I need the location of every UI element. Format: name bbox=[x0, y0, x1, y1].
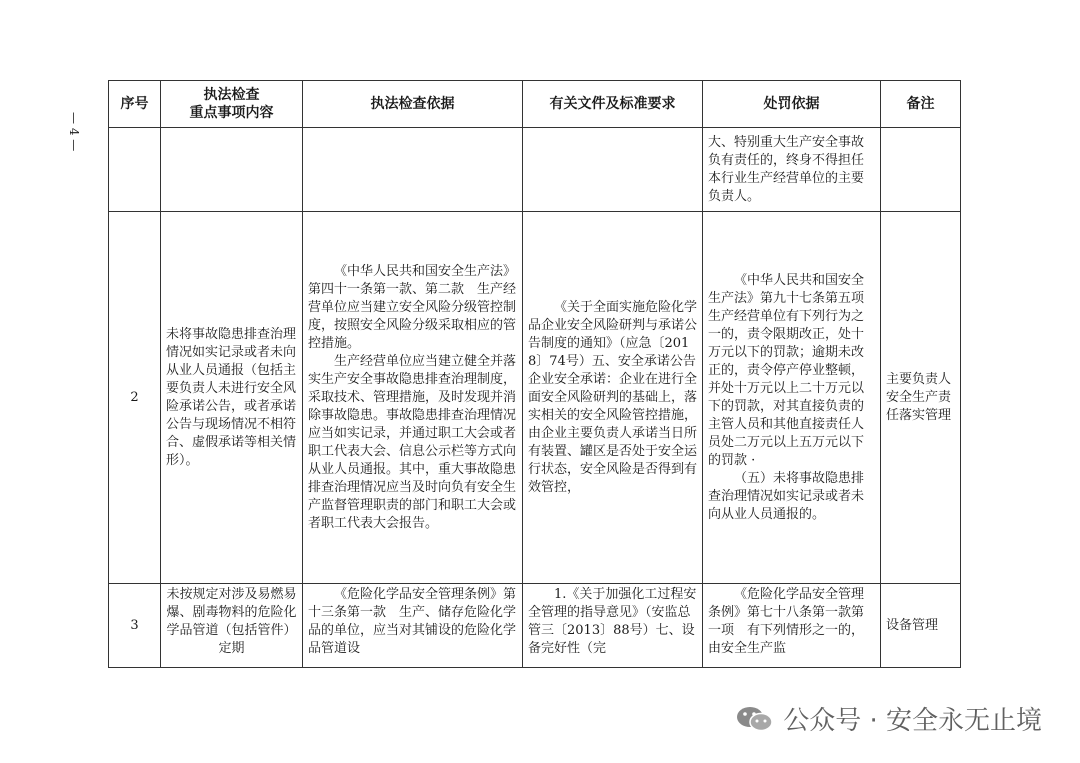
table-row bbox=[109, 128, 961, 212]
wechat-icon bbox=[735, 704, 775, 734]
cell-documents: 1.《关于加强化工过程安全管理的指导意见》（安监总管三〔2013〕88号）七、设备完好性（完 bbox=[523, 584, 703, 668]
page-number: — 4 — bbox=[67, 112, 81, 152]
penalty-paragraph: 《中华人民共和国安全生产法》第九十七条第五项 生产经营单位有下列行为之一的，责令限期改正，处十万元以下的罚款；逾期未改正的，责令停产停业整顿，并处十万元以上二十万元以下的罚款，对其直接负责的主管人员和其他直接责任人员处二万元以上五万元以下的罚款 · bbox=[708, 272, 878, 468]
cell-seq: 2 bbox=[109, 212, 161, 584]
table-header-row bbox=[109, 81, 961, 128]
header-basis: 执法检查依据 bbox=[303, 81, 523, 128]
regulation-table bbox=[108, 80, 961, 668]
cell-remark bbox=[881, 128, 961, 212]
cell-penalty: 《危险化学品安全管理条例》第七十八条第一款第一项 有下列情形之一的，由安全生产监 bbox=[703, 584, 881, 668]
header-item: 执法检查 重点事项内容 bbox=[161, 81, 303, 128]
cell-penalty bbox=[703, 212, 881, 584]
cell-documents bbox=[523, 128, 703, 212]
cell-seq: 3 bbox=[109, 584, 161, 668]
cell-basis: 《危险化学品安全管理条例》第十三条第一款 生产、储存危险化学品的单位，应当对其铺设的危险化学品管道设 bbox=[303, 584, 523, 668]
cell-basis bbox=[303, 128, 523, 212]
cell-item: 未按规定对涉及易燃易爆、剧毒物料的危险化学品管道（包括管件）定期 bbox=[161, 584, 303, 668]
table-row bbox=[109, 212, 961, 584]
cell-item bbox=[161, 128, 303, 212]
cell-item: 未将事故隐患排查治理情况如实记录或者未向从业人员通报（包括主要负责人未进行安全风险承诺公告，或者承诺公告与现场情况不相符合、虚假承诺等相关情形）。 bbox=[161, 212, 303, 584]
header-penalty: 处罚依据 bbox=[703, 81, 881, 128]
wechat-watermark bbox=[735, 700, 1042, 737]
basis-paragraph: 生产经营单位应当建立健全并落实生产安全事故隐患排查治理制度，采取技术、管理措施，及时发现并消除事故隐患。事故隐患排查治理情况应当如实记录，并通过职工大会或者职工代表大会、信息公示栏等方式向从业人员通报。其中，重大事故隐患排查治理情况应当及时向负有安全生产监督管理职责的部门和职工大会或者职工代表大会报告。 bbox=[308, 353, 517, 531]
cell-seq bbox=[109, 128, 161, 212]
header-remark: 备注 bbox=[881, 81, 961, 128]
header-documents: 有关文件及标准要求 bbox=[523, 81, 703, 128]
watermark-text: 公众号 · 安全永无止境 bbox=[783, 706, 1042, 736]
penalty-paragraph: （五）未将事故隐患排查治理情况如实记录或者未向从业人员通报的。 bbox=[708, 470, 865, 522]
cell-documents: 《关于全面实施危险化学品企业安全风险研判与承诺公告制度的通知》（应急〔2018〕74号）五、安全承诺公告企业安全承诺：企业在进行全面安全风险研判的基础上，落实相关的安全风险管控措施，由企业主要负责人承诺当日所有装置、罐区是否处于安全运行状态，安全风险是否得到有效管控， bbox=[523, 212, 703, 584]
cell-basis bbox=[303, 212, 523, 584]
cell-penalty: 大、特别重大生产安全事故负有责任的，终身不得担任本行业生产经营单位的主要负责人。 bbox=[703, 128, 881, 212]
cell-remark: 主要负责人安全生产责任落实管理 bbox=[881, 212, 961, 584]
header-seq: 序号 bbox=[109, 81, 161, 128]
cell-remark: 设备管理 bbox=[881, 584, 961, 668]
basis-paragraph: 《中华人民共和国安全生产法》第四十一条第一款、第二款 生产经营单位应当建立安全风险分级管控制度，按照安全风险分级采取相应的管控措施。 bbox=[308, 263, 517, 351]
table-row bbox=[109, 584, 961, 668]
